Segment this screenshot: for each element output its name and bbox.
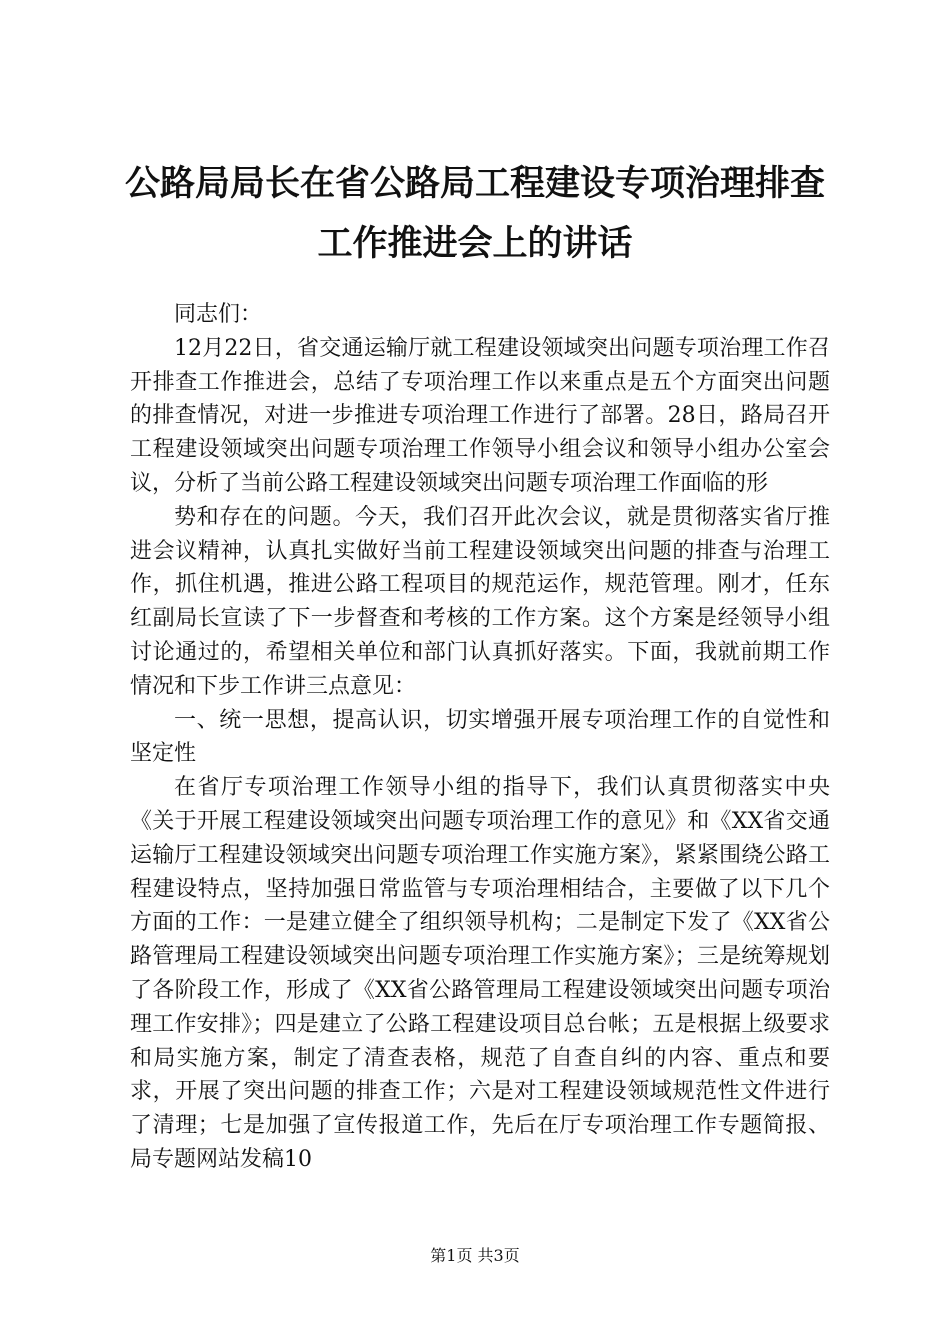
page-footer: 第1页 共3页 bbox=[430, 1246, 520, 1265]
paragraph: 在省厅专项治理工作领导小组的指导下，我们认真贯彻落实中央《关于开展工程建设领域突出问题专项治理工作的意见》和《XX省交通运输厅工程建设领域突出问题专项治理工作实施方案》，紧紧围绕公路工程建设特点，坚持加强日常监管与专项治理相结合，主要做了以下几个方面的工作：一是建立健全了组织领导机构；二是制定下发了《XX省公路管理局工程建设领域突出问题专项治理工作实施方案》；三是统筹规划了各阶段工作，形成了《XX省公路管理局工程建设领域突出问题专项治理工作安排》；四是建立了公路工程建设项目总台帐；五是根据上级要求和局实施方案，制定了清查表格，规范了自查自纠的内容、重点和要求，开展了突出问题的排查工作；六是对工程建设领域规范性文件进行了清理；七是加强了宣传报道工作，先后在厅专项治理工作专题简报、局专题网站发稿10 bbox=[130, 775, 830, 1172]
paragraph: 12月22日，省交通运输厅就工程建设领域突出问题专项治理工作召开排查工作推进会，总结了专项治理工作以来重点是五个方面突出问题的排查情况，对进一步推进专项治理工作进行了部署。28日，路局召开工程建设领域突出问题专项治理工作领导小组会议和领导小组办公室会议，分析了当前公路工程建设领域突出问题专项治理工作面临的形 bbox=[130, 335, 830, 496]
document-title-line-2: 工作推进会上的讲话 bbox=[317, 224, 633, 264]
document-title-line-1: 公路局局长在省公路局工程建设专项治理排查 bbox=[124, 164, 825, 204]
document-body bbox=[130, 298, 830, 1177]
paragraph: 势和存在的问题。今天，我们召开此次会议，就是贯彻落实省厅推进会议精神，认真扎实做好当前工程建设领域突出问题的排查与治理工作，抓住机遇，推进公路工程项目的规范运作，规范管理。刚才，任东红副局长宣读了下一步督查和考核的工作方案。这个方案是经领导小组讨论通过的，希望相关单位和部门认真抓好落实。下面，我就前期工作情况和下步工作讲三点意见： bbox=[130, 504, 830, 699]
salutation: 同志们： bbox=[174, 302, 263, 327]
section-heading: 一、统一思想，提高认识，切实增强开展专项治理工作的自觉性和坚定性 bbox=[130, 707, 830, 767]
